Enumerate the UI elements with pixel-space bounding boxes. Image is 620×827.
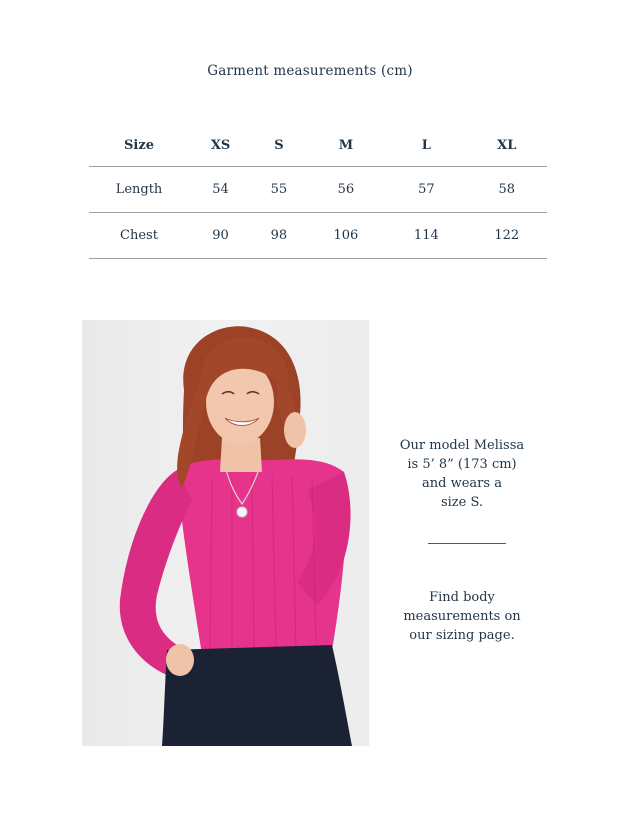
divider — [428, 543, 506, 544]
row-label: Chest — [89, 213, 189, 259]
table-row-length — [89, 167, 547, 213]
table-cell: 55 — [252, 167, 306, 213]
raised-hand — [284, 412, 306, 448]
row-label: Length — [89, 167, 189, 213]
header-xl: XL — [467, 124, 547, 167]
pendant — [237, 507, 247, 517]
hand — [166, 644, 194, 676]
model-line: is 5’ 8” (173 cm) — [407, 457, 517, 472]
table-cell: 57 — [386, 167, 466, 213]
sizing-page-link[interactable] — [384, 588, 540, 645]
model-photo — [82, 320, 369, 746]
sizing-line: measurements on — [403, 609, 521, 624]
page-title: Garment measurements (cm) — [207, 63, 413, 79]
table-cell: 58 — [467, 167, 547, 213]
header-m: M — [306, 124, 386, 167]
model-line: and wears a — [422, 476, 502, 491]
model-line: size S. — [440, 495, 484, 510]
header-size: Size — [89, 124, 189, 167]
header-l: L — [386, 124, 466, 167]
table-cell: 56 — [306, 167, 386, 213]
table-cell: 98 — [252, 213, 306, 259]
model-info — [384, 436, 540, 512]
table-row-chest — [89, 213, 547, 259]
sizing-line: Find body — [429, 590, 495, 605]
table-cell: 106 — [306, 213, 386, 259]
header-xs: XS — [189, 124, 252, 167]
size-table — [89, 124, 547, 259]
table-cell: 54 — [189, 167, 252, 213]
table-cell: 114 — [386, 213, 466, 259]
model-line: Our model Melissa — [399, 438, 525, 453]
table-cell: 122 — [467, 213, 547, 259]
table-cell: 90 — [189, 213, 252, 259]
table-header-row — [89, 124, 547, 167]
model-illustration — [82, 320, 369, 746]
sizing-line: our sizing page. — [409, 628, 515, 643]
header-s: S — [252, 124, 306, 167]
